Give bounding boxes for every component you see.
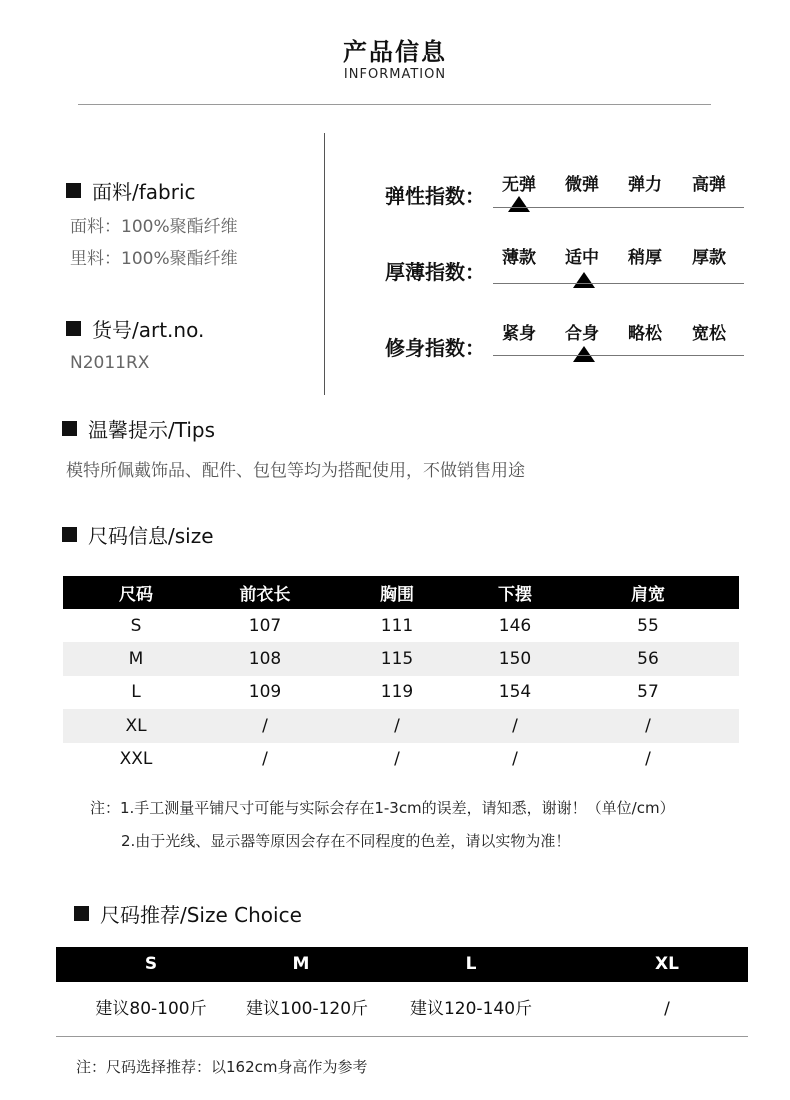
table-cell: / [262,749,268,770]
page-title: 产品信息 [343,38,447,66]
art-no-heading-text: 货号/art.no. [92,318,205,342]
elasticity-marker-icon [508,196,530,212]
size-choice-divider [56,1036,748,1037]
table-cell: 107 [248,615,282,636]
fabric-heading [66,176,196,205]
fit-option: 宽松 [692,324,726,344]
table-cell: L [131,682,141,703]
size-info-heading-text: 尺码信息/size [88,524,214,548]
art-no-heading [66,314,204,343]
measurement-note: 注：1.手工测量平铺尺寸可能与实际会存在1-3cm的误差，请知悉，谢谢！（单位/cm） [90,799,675,817]
size-choice-row [56,990,748,1028]
table-cell: 111 [380,615,414,636]
elasticity-option: 高弹 [692,175,726,195]
table-cell: / [512,749,518,770]
elasticity-scale-line [493,207,744,208]
elasticity-label: 弹性指数： [385,184,485,208]
thickness-option: 厚款 [692,248,726,268]
size-table [63,576,739,776]
thickness-option: 薄款 [502,248,536,268]
table-cell: M [63,642,209,675]
size-choice-column: L [465,954,477,974]
fit-option: 紧身 [502,324,536,344]
size-choice-cell: 建议100-120斤 [246,999,369,1019]
table-cell: 115 [321,642,473,675]
square-bullet-icon [62,421,77,436]
tips-heading-text: 温馨提示/Tips [88,418,216,442]
header-divider [78,104,711,105]
table-cell: / [394,749,400,770]
color-note: 2.由于光线、显示器等原因会存在不同程度的色差，请以实物为准！ [121,832,571,850]
size-choice-cell: 建议80-100斤 [95,999,207,1019]
size-table-header [63,576,739,609]
size-choice-note: 注：尺码选择推荐：以162cm身高作为参考 [76,1058,368,1076]
thickness-label: 厚薄指数： [385,260,485,284]
table-cell: 108 [209,642,321,675]
column-header: 尺码 [63,576,209,609]
thickness-option: 稍厚 [628,248,662,268]
size-choice-header [56,947,748,982]
size-choice-cell: 建议120-140斤 [409,999,533,1019]
table-cell: 119 [380,682,414,703]
table-cell: 146 [498,615,532,636]
square-bullet-icon [74,906,89,921]
table-cell: / [209,709,321,742]
fit-option: 合身 [565,324,599,344]
square-bullet-icon [66,321,81,336]
table-cell: XXL [119,749,153,770]
table-cell: 57 [637,682,659,703]
size-choice-heading [74,899,302,928]
elasticity-option: 微弹 [565,175,599,195]
elasticity-option: 弹力 [628,175,662,195]
table-cell: / [321,709,473,742]
table-row [63,609,739,642]
table-cell: 109 [248,682,282,703]
fit-label: 修身指数： [385,336,485,360]
table-cell: 150 [473,642,557,675]
column-header: 胸围 [321,576,473,609]
tips-heading [62,414,215,443]
table-cell: 154 [498,682,532,703]
table-cell: XL [63,709,209,742]
table-row [63,642,739,675]
thickness-scale-line [493,283,744,284]
column-header: 肩宽 [557,576,739,609]
table-cell: 55 [637,615,659,636]
table-cell: S [130,615,142,636]
table-cell: / [473,709,557,742]
square-bullet-icon [66,183,81,198]
square-bullet-icon [62,527,77,542]
table-cell: 56 [557,642,739,675]
fabric-heading-text: 面料/fabric [92,180,196,204]
size-info-heading [62,520,214,549]
column-header: 前衣长 [209,576,321,609]
fit-scale-line [493,355,744,356]
size-choice-cell: / [664,999,670,1019]
size-choice-column: XL [655,954,679,974]
fabric-outer-line: 面料：100%聚酯纤维 [70,217,238,237]
table-cell: / [645,749,651,770]
table-row [63,709,739,742]
table-row [63,743,739,776]
page-subtitle: INFORMATION [343,67,447,82]
size-choice-heading-text: 尺码推荐/Size Choice [100,903,302,927]
table-row [63,676,739,709]
size-choice-column: M [292,954,310,974]
table-cell: / [557,709,739,742]
elasticity-option: 无弹 [502,175,536,195]
size-choice-column: S [144,954,158,974]
art-no-value: N2011RX [70,353,150,373]
fabric-lining-line: 里料：100%聚酯纤维 [70,249,238,269]
tips-text: 模特所佩戴饰品、配件、包包等均为搭配使用，不做销售用途 [66,461,525,481]
vertical-divider [324,133,325,395]
fit-marker-icon [573,346,595,362]
column-header: 下摆 [473,576,557,609]
fit-option: 略松 [628,324,662,344]
thickness-option: 适中 [565,248,599,268]
thickness-marker-icon [573,272,595,288]
